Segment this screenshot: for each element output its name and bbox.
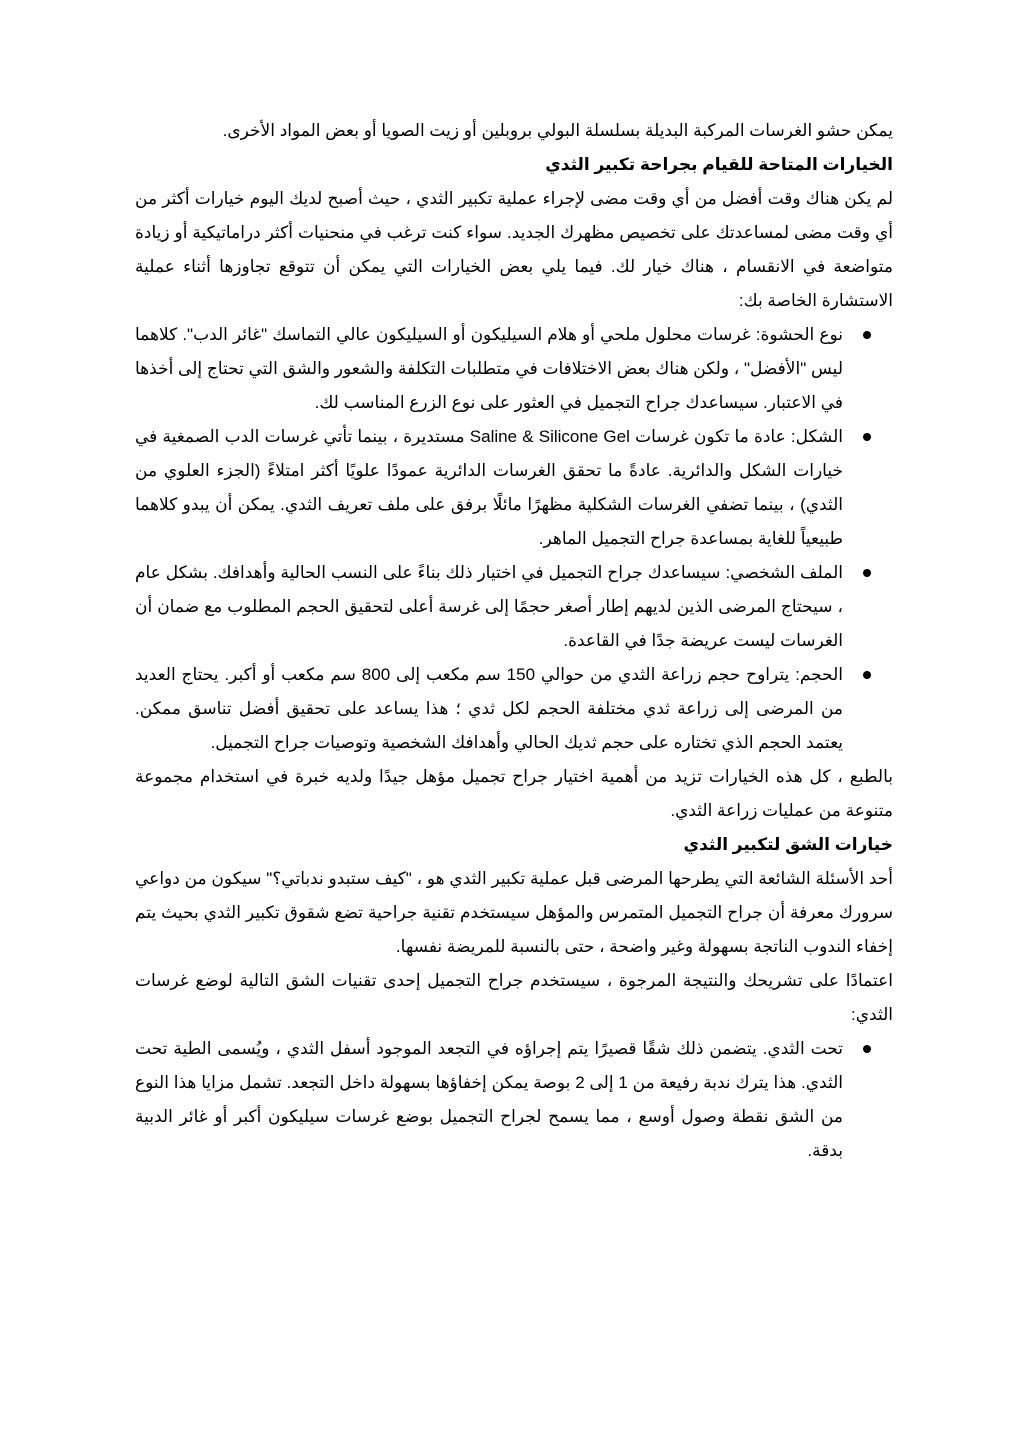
options-list [135,318,893,760]
list-item-text: الحجم: يتراوح حجم زراعة الثدي من حوالي 150 سم مكعب إلى 800 سم مكعب أو أكبر. يحتاج العديد من المرضى إلى زراعة ثدي مختلفة الحجم لكل ثدي ؛ هذا يساعد على تحقيق أفضل تناسق ممكن. يعتمد الحجم الذي تختاره على حجم ثديك الحالي وأهدافك الشخصية وتوصيات جراح التجميل. [135,665,843,752]
section-heading-options: الخيارات المتاحة للقيام بجراحة تكبير الثدي [545,155,893,174]
list-item-text: الشكل: عادة ما تكون غرسات Saline & Silicone Gel مستديرة ، بينما تأتي غرسات الدب الصمغية في خيارات الشكل والدائرية. عادةً ما تحقق الغرسات الدائرية عمودًا علويًا أكثر امتلاءً (الجزء العلوي من الثدي) ، بينما تضفي الغرسات الشكلية مظهرًا مائلًا برفق على ملف تعريف الثدي. يمكن أن يبدو كلاهما طبيعياً للغاية بمساعدة جراح التجميل الماهر. [135,427,843,548]
anatomy-paragraph: اعتمادًا على تشريحك والنتيجة المرجوة ، سيستخدم جراح التجميل إحدى تقنيات الشق التالية لوضع غرسات الثدي: [135,971,893,1024]
surgeon-paragraph: بالطبع ، كل هذه الخيارات تزيد من أهمية اختيار جراح تجميل مؤهل جيدًا ولديه خبرة في استخدام مجموعة متنوعة من عمليات زراعة الثدي. [135,767,893,820]
list-item-shape [135,420,893,556]
incision-list [135,1032,893,1168]
list-item-profile [135,556,893,658]
bullet-icon [863,331,871,339]
bullet-icon [863,671,871,679]
bullet-icon [863,433,871,441]
scars-paragraph: أحد الأسئلة الشائعة التي يطرحها المرضى قبل عملية تكبير الثدي هو ، "كيف ستبدو ندباتي؟" سيكون من دواعي سرورك معرفة أن جراح التجميل المتمرس والمؤهل سيستخدم تقنية جراحية تضع شقوق تكبير الثدي بحيث يتم إخفاء الندوب الناتجة بسهولة وغير واضحة ، حتى بالنسبة للمريضة نفسها. [135,869,893,956]
list-item-text: نوع الحشوة: غرسات محلول ملحي أو هلام السيليكون أو السيليكون عالي التماسك "غائر الدب". كلاهما ليس "الأفضل" ، ولكن هناك بعض الاختلافات في متطلبات التكلفة والشعور والشق التي تحتاج إلى أخذها في الاعتبار. سيساعدك جراح التجميل في العثور على نوع الزرع المناسب لك. [135,325,843,412]
list-item-text: الملف الشخصي: سيساعدك جراح التجميل في اختيار ذلك بناءً على النسب الحالية وأهدافك. بشكل عام ، سيحتاج المرضى الذين لديهم إطار أصغر حجمًا إلى غرسة أعلى لتحقيق الحجم المطلوب مع ضمان أن الغرسات ليست عريضة جدًا في القاعدة. [135,563,843,650]
list-item-text: تحت الثدي. يتضمن ذلك شقًا قصيرًا يتم إجراؤه في التجعد الموجود أسفل الثدي ، ويُسمى الطية تحت الثدي. هذا يترك ندبة رفيعة من 1 إلى 2 بوصة يمكن إخفاؤها بسهولة داخل التجعد. تشمل مزايا هذا النوع من الشق نقطة وصول أوسع ، مما يسمح لجراح التجميل بوضع غرسات سيليكون أكبر أو غائر الدبية بدقة. [135,1039,843,1160]
list-item-filling [135,318,893,420]
section-heading-incision: خيارات الشق لتكبير الثدي [683,835,893,854]
list-item-size [135,658,893,760]
options-paragraph: لم يكن هناك وقت أفضل من أي وقت مضى لإجراء عملية تكبير الثدي ، حيث أصبح لديك اليوم خيارات أكثر من أي وقت مضى لمساعدتك على تخصيص مظهرك الجديد. سواء كنت ترغب في منحنيات أكثر دراماتيكية أو زيادة متواضعة في الانقسام ، هناك خيار لك. فيما يلي بعض الخيارات التي يمكن أن تتوقع تجاوزها أثناء عملية الاستشارة الخاصة بك: [135,189,893,310]
list-item-inframammary [135,1032,893,1168]
document-page [135,114,893,1168]
bullet-icon [863,1045,871,1053]
bullet-icon [863,569,871,577]
intro-paragraph: يمكن حشو الغرسات المركبة البديلة بسلسلة البولي بروبلين أو زيت الصويا أو بعض المواد الأخرى. [222,121,893,140]
